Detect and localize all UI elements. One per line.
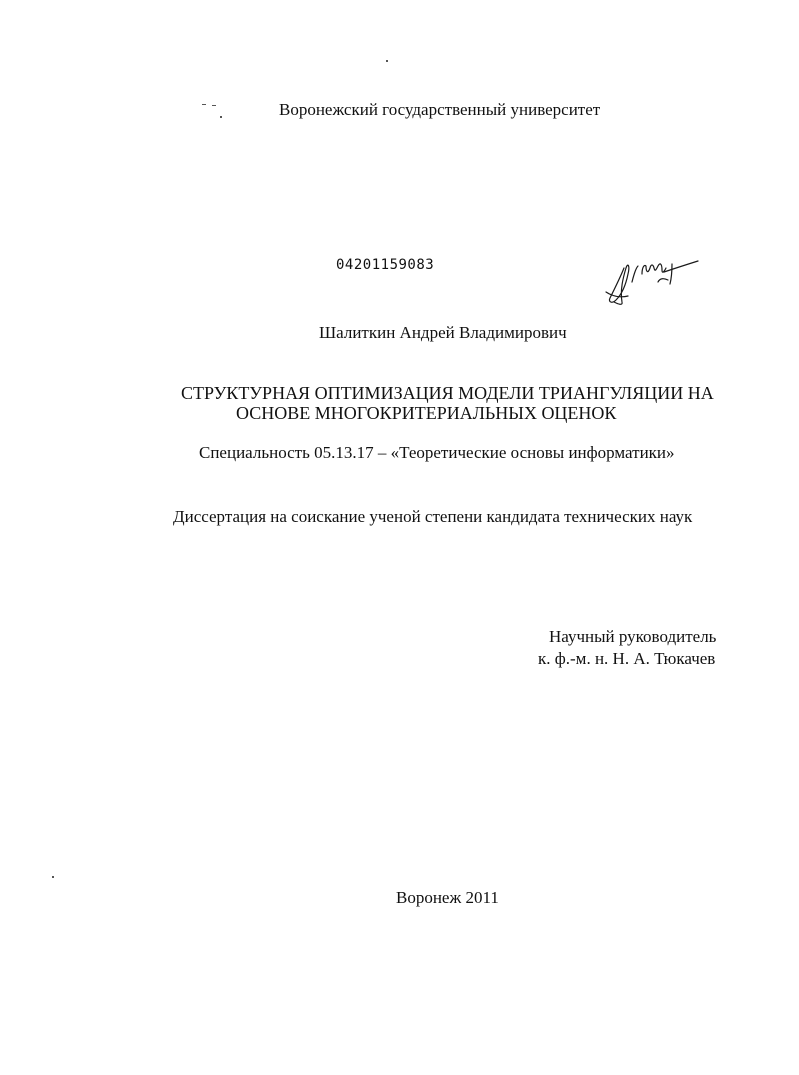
scan-speck [202, 104, 206, 105]
thesis-title-line-1: СТРУКТУРНАЯ ОПТИМИЗАЦИЯ МОДЕЛИ ТРИАНГУЛЯЦИИ НА [181, 383, 714, 403]
author-name: Шалиткин Андрей Владимирович [319, 323, 567, 342]
scan-speck [52, 876, 54, 878]
supervisor-name: к. ф.-м. н. Н. А. Тюкачев [538, 649, 716, 668]
specialty: Специальность 05.13.17 – «Теоретические основы информатики» [199, 443, 675, 462]
catalog-number: 04201159083 [336, 257, 435, 273]
thesis-title-line-2: ОСНОВЕ МНОГОКРИТЕРИАЛЬНЫХ ОЦЕНОК [236, 403, 617, 423]
scan-speck [212, 105, 216, 106]
scan-speck [386, 60, 388, 62]
supervisor-label: Научный руководитель [549, 627, 717, 646]
signature-mark [598, 244, 702, 314]
university-name: Воронежский государственный университет [279, 100, 601, 119]
scan-speck [220, 116, 222, 118]
dissertation-type: Диссертация на соискание ученой степени кандидата технических наук [173, 507, 693, 526]
city-year: Воронеж 2011 [396, 888, 499, 907]
